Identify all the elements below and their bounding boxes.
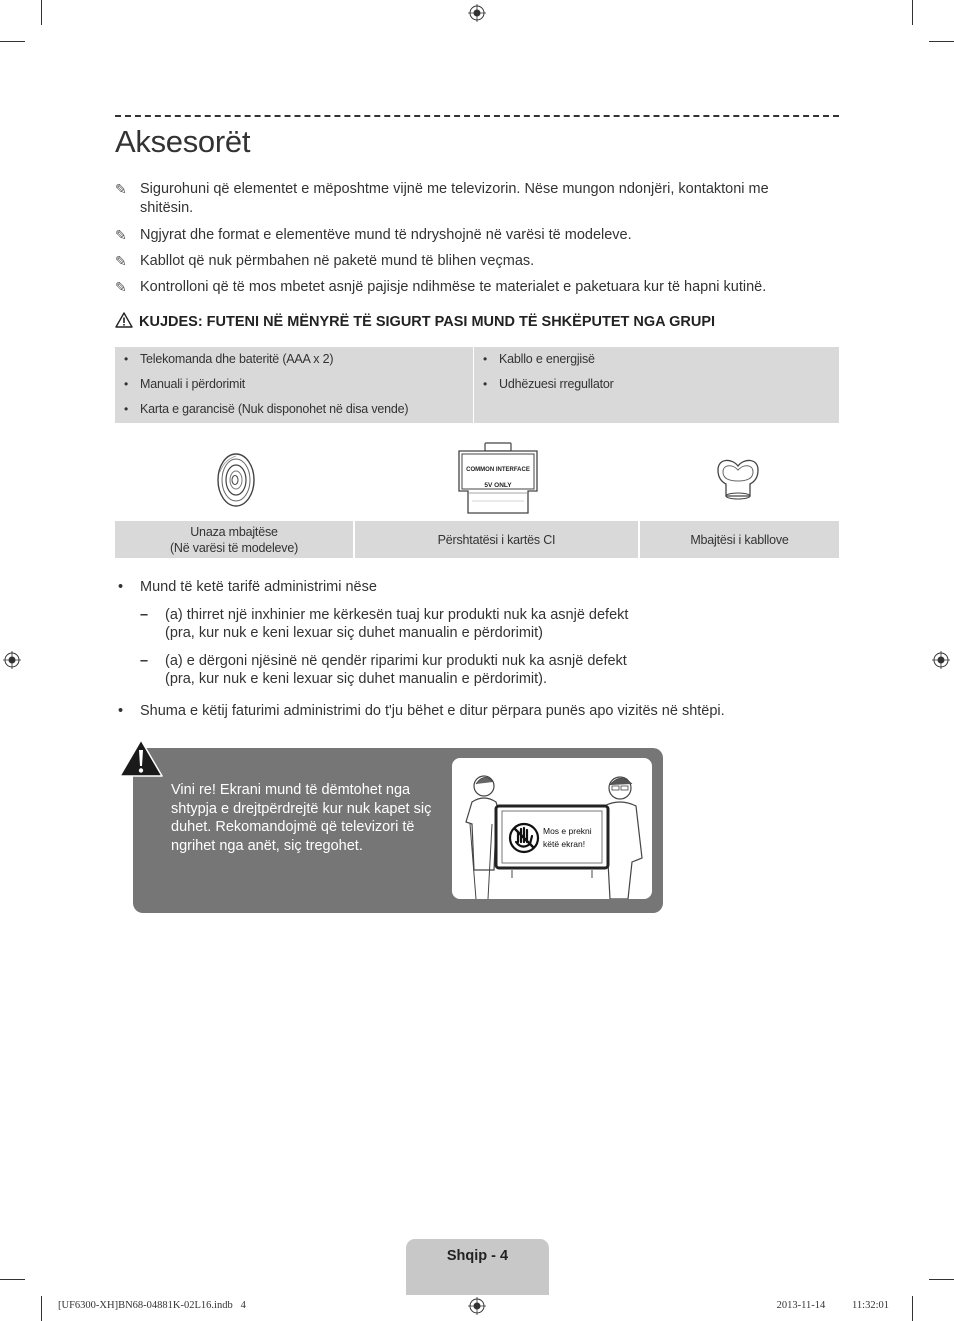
tv-lifting-illustration — [452, 758, 652, 899]
caution-heading — [115, 312, 715, 330]
caption-holder-ring-line2: (Në varësi të modeleve) — [169, 540, 299, 555]
fee-item-line1: (a) thirret një inxhinier me kërkesën tuaj kur produkti nuk ka asnjë defekt — [165, 607, 629, 623]
note-text: Ngjyrat dhe format e elementëve mund të ndryshojnë në varësi të modeleve. — [140, 227, 632, 243]
list-item: • Karta e garancisë (Nuk disponohet në disa vende) — [115, 397, 473, 422]
list-item: • Kabllo e energjisë — [474, 347, 839, 372]
note-item — [115, 180, 825, 218]
fee-item-line2: (pra, kur nuk e keni lexuar siç duhet manualin e përdorimit) — [165, 625, 543, 641]
print-slug-right: 2013-11-14 ￿￿ 11:32:01 — [776, 1300, 889, 1311]
people-holding-tv-image — [452, 758, 652, 899]
screen-label-line2: këtë ekran! — [543, 839, 586, 849]
crop-mark — [41, 0, 42, 25]
crop-mark — [0, 1279, 25, 1280]
caution-triangle-icon — [115, 312, 133, 328]
pencil-icon: ✎ — [115, 181, 127, 197]
registration-mark-icon — [468, 4, 486, 22]
note-item — [115, 226, 825, 245]
screen-label-line1: Mos e prekni — [543, 826, 592, 836]
registration-mark-icon — [468, 1297, 486, 1315]
caption-holder-ring — [115, 521, 353, 558]
print-slug-left: [UF6300-XH]BN68-04881K-02L16.indb 4 — [58, 1300, 246, 1311]
note-text: Kabllot që nuk përmbahen në paketë mund të blihen veçmas. — [140, 253, 535, 269]
note-text: Sigurohuni që elementet e mëposhtme vijnë me televizorin. Nëse mungon ndonjëri, kontaktoni me shitësin. — [140, 181, 769, 216]
ci-card-label-line2: 5V ONLY — [484, 482, 512, 489]
fee-item: – (a) e dërgoni njësinë në qendër riparimi kur produkti nuk ka asnjë defekt (pra, kur nuk e keni lexuar siç duhet manualin e përdorimit). — [140, 653, 627, 687]
title-rule — [115, 115, 839, 117]
note-text: Kontrolloni që të mos mbetet asnjë pajisje ndihmëse te materialet e paketuara kur të hapni kutinë. — [140, 279, 767, 295]
cable-holder-image — [714, 456, 762, 502]
accessories-right-column — [474, 347, 839, 423]
caption-ci-adapter: Përshtatësi i kartës CI — [437, 532, 556, 547]
accessories-list — [115, 347, 839, 423]
list-item: • Udhëzuesi rregullator — [474, 372, 839, 397]
note-item — [115, 252, 825, 271]
list-item: • Manuali i përdorimit — [115, 372, 473, 397]
pencil-icon: ✎ — [115, 253, 127, 269]
fee-item-line1: (a) e dërgoni njësinë në qendër riparimi kur produkti nuk ka asnjë defekt — [165, 653, 627, 669]
list-item: • Telekomanda dhe bateritë (AAA x 2) — [115, 347, 473, 372]
ci-card-adapter-image — [456, 441, 540, 517]
page-number: Shqip - 4 — [446, 1248, 509, 1264]
registration-mark-icon — [932, 651, 950, 669]
fee-item: – (a) thirret një inxhinier me kërkesën tuaj kur produkti nuk ka asnjë defekt (pra, kur nuk e keni lexuar siç duhet manualin e përdorimit) — [140, 607, 629, 641]
crop-mark — [929, 1279, 954, 1280]
page-title: Aksesorët — [115, 124, 251, 159]
warning-triangle-icon — [118, 738, 164, 778]
crop-mark — [0, 41, 25, 42]
caption-cable-holder: Mbajtësi i kabllove — [690, 532, 789, 547]
crop-mark — [912, 0, 913, 25]
pencil-icon: ✎ — [115, 227, 127, 243]
warning-text: Vini re! Ekrani mund të dëmtohet nga shtypja e drejtpërdrejtë kur nuk kapet siç duhet. Rekomandojmë që televizori të ngrihet nga anët, siç tregohet. — [171, 782, 432, 854]
accessory-captions — [115, 521, 839, 558]
caption-holder-ring-line1: Unaza mbajtëse — [190, 524, 278, 539]
fee-note: • Shuma e këtij faturimi administrimi do t'ju bëhet e ditur përpara punës apo vizitës në shtëpi. — [118, 703, 725, 719]
note-item — [115, 278, 825, 297]
caution-text: KUJDES: FUTENI NË MËNYRË TË SIGURT PASI MUND TË SHKËPUTET NGA GRUPI — [139, 314, 716, 330]
fee-intro: • Mund të ketë tarifë administrimi nëse — [118, 579, 377, 595]
ci-card-label-line1: COMMON INTERFACE — [466, 467, 530, 473]
crop-mark — [41, 1296, 42, 1321]
crop-mark — [912, 1296, 913, 1321]
pencil-icon: ✎ — [115, 279, 127, 295]
accessories-left-column — [115, 347, 473, 423]
holder-ring-image — [216, 452, 256, 508]
registration-mark-icon — [3, 651, 21, 669]
crop-mark — [929, 41, 954, 42]
fee-item-line2: (pra, kur nuk e keni lexuar siç duhet manualin e përdorimit). — [165, 671, 548, 687]
